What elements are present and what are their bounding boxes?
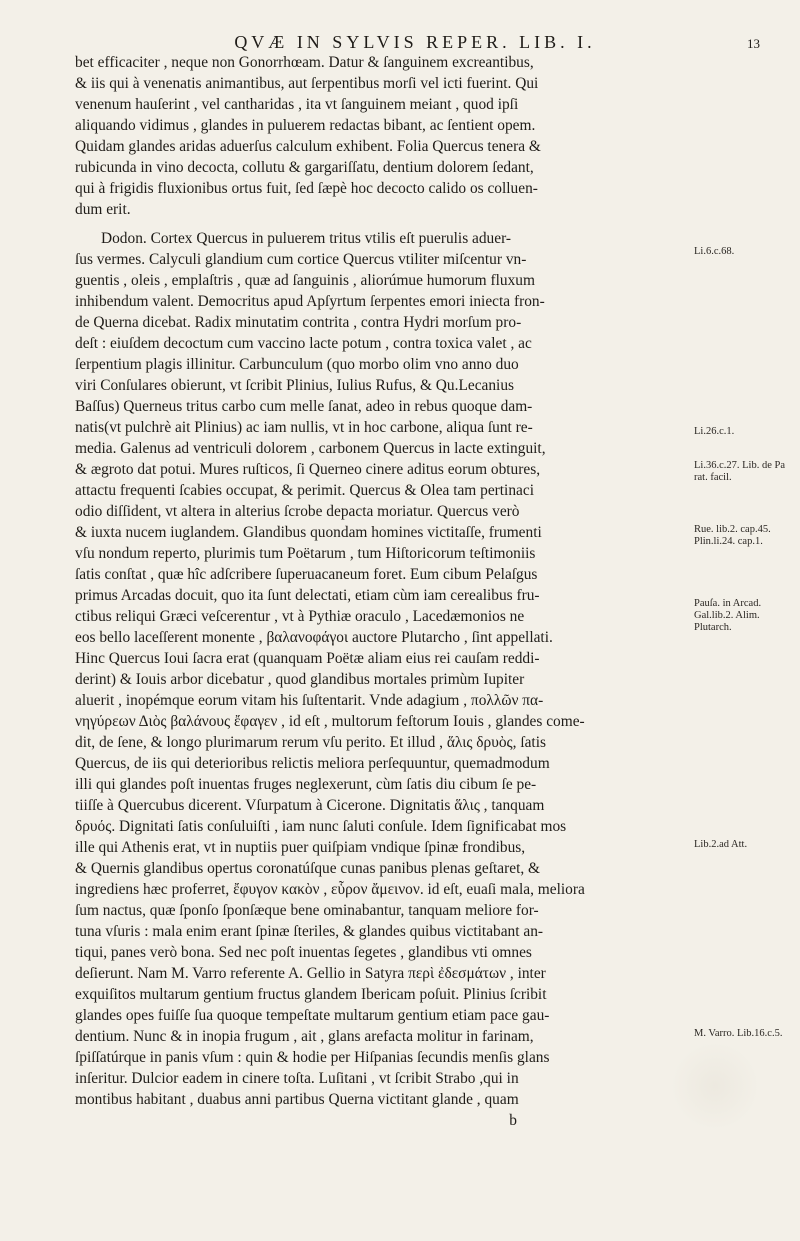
text-line: glandes opes fuiſſe ſua quoque tempeſtate multarum gentium etiam pace gau- [75, 1007, 550, 1024]
text-line: & iis qui à venenatis animantibus, aut ſerpentibus morſi vel icti fuerint. Qui [75, 75, 539, 92]
text-line: inſeritur. Dulcior eadem in cinere toſta. Luſitani , vt ſcribit Strabo ,qui in [75, 1070, 519, 1087]
margin-note: M. Varro. Lib.16.c.5. [694, 1028, 783, 1039]
text-line: qui à frigidis fluxionibus ortus fuit, ſed ſæpè hoc decocto calido os colluen- [75, 180, 538, 197]
text-line: aliquando vidimus , glandes in puluerem redactas bibant, ac ſentient opem. [75, 117, 536, 134]
margin-note: Pauſa. in Arcad. Gal.lib.2. Alim. Plutarch. [694, 598, 762, 633]
text-line: ingrediens hæc proferret, ἔφυγον κακὸν , εὗρον ἄμεινον. id eſt, euaſi mala, meliora [75, 881, 585, 898]
page-number: 13 [747, 36, 760, 51]
text-line: inhibendum valent. Democritus apud Apſyrtum ſerpentes emori iniecta fron- [75, 293, 545, 310]
text-line: Dodon. Cortex Quercus in puluerem tritus vtilis eſt puerulis aduer- [101, 230, 512, 247]
text-line: guentis , oleis , emplaſtris , quæ ad ſanguinis , aliorúmue humorum fluxum [75, 272, 535, 289]
catchword: b [509, 1112, 517, 1129]
text-line: odio diſſident, vt altera in alterius ſcrobe depacta moriatur. Quercus verò [75, 503, 520, 520]
body-text [75, 52, 687, 1131]
text-line: δρυός. Dignitati ſatis conſuluiſti , iam nunc ſaluti conſule. Idem ſignificabat mos [75, 818, 567, 835]
text-line: illi qui glandes poſt inuentas fruges neglexerunt, cùm ſatis diu cibum ſe pe- [75, 776, 537, 793]
text-line: ille qui Athenis erat, vt in nuptiis puer quiſpiam vndique ſpinæ frondibus, [75, 839, 526, 856]
text-line: Quercus, de iis qui deterioribus relictis meliora perſequuntur, quemadmodum [75, 755, 550, 772]
text-line: de Querna dicebat. Radix minutatim contrita , contra Hydri morſum pro- [75, 314, 522, 331]
text-line: dum erit. [75, 201, 131, 218]
text-line: media. Galenus ad ventriculi dolorem , carbonem Quercus in lacte extinguit, [75, 440, 546, 457]
text-line: tuna vſuris : mala enim erant ſpinæ ſteriles, & glandes quibus victitabant an- [75, 923, 544, 940]
text-line: ſatis conſtat , quæ hîc adſcribere ſuperuacaneum foret. Eum cibum Pelaſgus [75, 566, 538, 583]
text-line: bet efficaciter , neque non Gonorrhœam. Datur & ſanguinem excreantibus, [75, 54, 534, 71]
text-line: rubicunda in vino decocta, collutu & gargariſſatu, dentium dolorem ſedant, [75, 159, 534, 176]
text-line: & iuxta nucem iuglandem. Glandibus quondam homines victitaſſe, frumenti [75, 524, 542, 541]
text-line: ſerpentium plagis illinitur. Carbunculum (quo morbo olim vno anno duo [75, 356, 519, 373]
text-line: eos bello laceſſerent monente , βαλανοφάγοι auctore Plutarcho , ſint appellati. [75, 629, 553, 646]
text-line: ſpiſſatúrque in panis vſum : quin & hodie per Hiſpanias ſecundis menſis glans [75, 1049, 550, 1066]
margin-note: Li.36.c.27. Lib. de Pa rat. facil. [694, 460, 785, 483]
text-line: ctibus reliqui Græci veſcerentur , vt à Pythiæ oraculo , Lacedæmonios ne [75, 608, 525, 625]
margin-note: Li.26.c.1. [694, 426, 735, 437]
text-line: dit, de ſene, & longo plurimarum rerum vſu perito. Et illud , ἅλις δρυὸς, ſatis [75, 734, 546, 751]
text-line: tiiſſe à Quercubus dicerent. Vſurpatum à Cicerone. Dignitatis ἅλις , tanquam [75, 797, 545, 814]
text-line: venenum hauſerint , vel cantharidas , ita vt ſanguinem meiant , quod ipſi [75, 96, 519, 113]
text-line: νηγύρεων Διὸς βαλάνους ἔφαγεν , id eſt , multorum feſtorum Iouis , glandes come- [75, 713, 585, 730]
text-line: Quidam glandes aridas aduerſus calculum exhibent. Folia Quercus tenera & [75, 138, 541, 155]
margin-note: Rue. lib.2. cap.45. Plin.li.24. cap.1. [694, 524, 771, 547]
margin-note: Lib.2.ad Att. [694, 839, 748, 850]
text-line: exquiſitos multarum gentium fructus glandem Ibericam poſuit. Plinius ſcribit [75, 986, 547, 1003]
text-line: deſt : eiuſdem decoctum cum vaccino lacte potum , contra toxica valet , ac [75, 335, 532, 352]
text-line: vſu nondum reperto, plurimis tum Poëtarum , tum Hiſtoricorum teſtimoniis [75, 545, 536, 562]
margin-note: Li.6.c.68. [694, 246, 735, 257]
text-line: attactu frequenti ſcabies occupat, & perimit. Quercus & Olea tam pertinaci [75, 482, 534, 499]
text-line: ſus vermes. Calyculi glandium cum cortice Quercus vtiliter miſcentur vn- [75, 251, 527, 268]
paragraph-gap [75, 220, 687, 228]
text-line: natis(vt pulchrè ait Plinius) ac iam nullis, vt in hoc carbone, aliqua ſunt re- [75, 419, 533, 436]
text-line: montibus habitant , duabus anni partibus Querna victitant glande , quam [75, 1091, 519, 1108]
text-line: aluerit , inopémque eorum vitam his ſuſtentarit. Vnde adagium , πολλῶν πα- [75, 692, 544, 709]
text-line: Baſſus) Querneus tritus carbo cum melle ſanat, adeo in rebus quoque dam- [75, 398, 533, 415]
text-line: primus Arcadas docuit, quo ita ſunt delectati, etiam cùm iam cerealibus fru- [75, 587, 540, 604]
page-header [70, 20, 760, 52]
text-line: tiqui, panes verò bona. Sed nec poſt inuentas ſegetes , glandibus vti omnes [75, 944, 532, 961]
running-title: QVÆ IN SYLVIS REPER. LIB. I. [234, 32, 596, 52]
text-line: ſum nactus, quæ ſponſo ſponſæque bene ominabantur, tanquam meliore for- [75, 902, 539, 919]
text-line: dentium. Nunc & in inopia frugum , ait , glans arefacta molitur in farinam, [75, 1028, 534, 1045]
text-line: Hinc Quercus Ioui ſacra erat (quanquam Poëtæ aliam eius rei cauſam reddi- [75, 650, 540, 667]
text-line: deſierunt. Nam M. Varro referente A. Gellio in Satyra περὶ ἐδεσμάτων , inter [75, 965, 546, 982]
text-line: derint) & Iouis arbor dicebatur , quod glandibus mortales primùm Iupiter [75, 671, 525, 688]
text-line: viri Conſulares obierunt, vt ſcribit Plinius, Iulius Rufus, & Qu.Lecanius [75, 377, 515, 394]
paper-stain [670, 1041, 760, 1131]
text-line: & ægroto dat potui. Mures ruſticos, ſi Querneo cinere aditus eorum obtures, [75, 461, 541, 478]
text-line: & Quernis glandibus opertus coronatúſque cunas panibus plenas geſtaret, & [75, 860, 541, 877]
